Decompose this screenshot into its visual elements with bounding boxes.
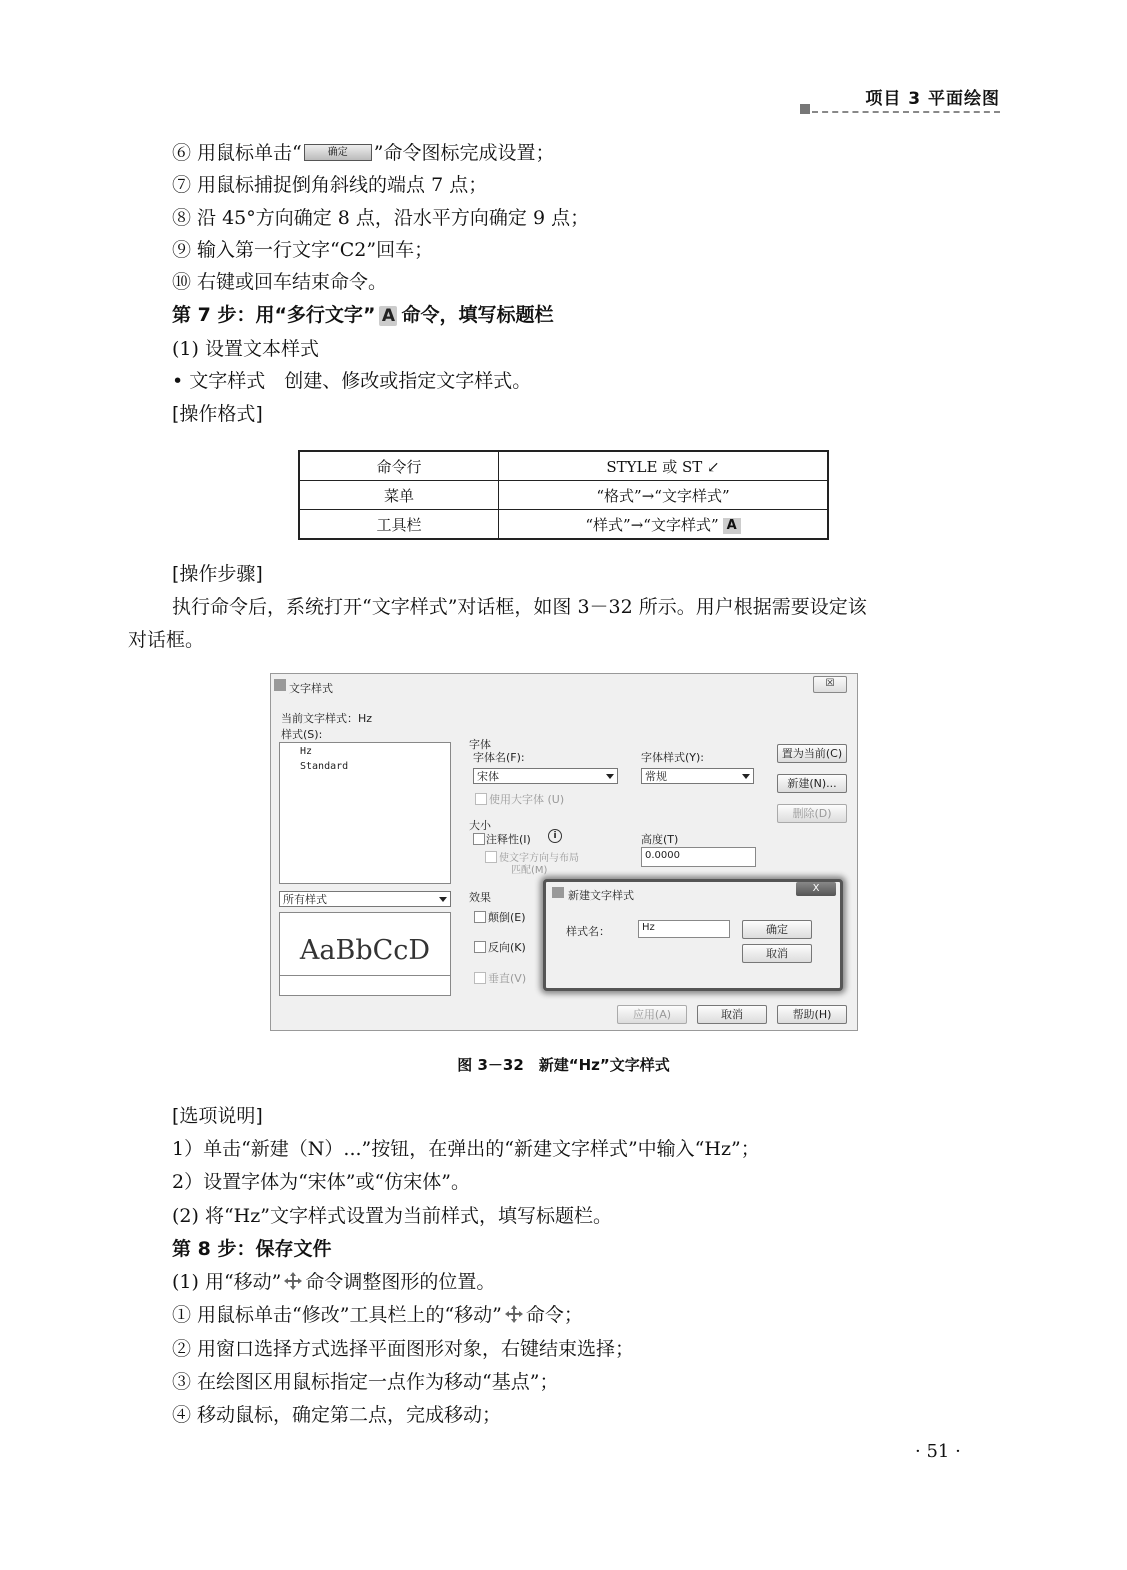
font-style-value: 常规: [645, 770, 667, 783]
match-layout-label-2: 匹配(M): [511, 865, 548, 876]
step-8-line: ⑧ 沿 45°方向确定 8 点，沿水平方向确定 9 点；: [172, 207, 590, 229]
step-7-line: ⑦ 用鼠标捕捉倒角斜线的端点 7 点；: [172, 174, 488, 196]
table-cell-value-with-icon: [499, 510, 829, 540]
move-text-b: 命令调整图形的位置。: [305, 1271, 496, 1293]
vertical-label: 垂直(V): [488, 972, 527, 985]
table-cell-value: “样式”→“文字样式”: [585, 515, 719, 534]
step-6-line: [172, 141, 554, 165]
backwards-label: 反向(K): [488, 941, 526, 954]
style-name-input[interactable]: [638, 920, 730, 938]
upside-down-label: 颠倒(E): [488, 911, 526, 924]
font-style-select[interactable]: [641, 768, 754, 784]
apply-button[interactable]: 应用(A): [617, 1005, 687, 1024]
style-name-label: 样式名：: [566, 925, 610, 938]
help-button[interactable]: 帮助(H): [777, 1005, 847, 1024]
new-style-button[interactable]: 新建(N)...: [777, 774, 847, 793]
step7-heading: [172, 303, 553, 327]
options-label: [选项说明]: [172, 1105, 263, 1127]
match-layout-label-1: 使文字方向与布局: [499, 853, 579, 864]
info-icon[interactable]: i: [548, 829, 562, 843]
table-cell-label: 工具栏: [299, 510, 499, 540]
para-line-2: 对话框。: [128, 629, 205, 651]
move-step-3-line: ③ 在绘图区用鼠标指定一点作为移动“基点”；: [172, 1371, 559, 1393]
table-cell-label: 命令行: [299, 451, 499, 481]
command-table: [298, 450, 829, 540]
sub-2-line: (2) 将“Hz”文字样式设置为当前样式，填写标题栏。: [172, 1205, 612, 1227]
sub-1-line: (1) 设置文本样式: [172, 338, 319, 360]
header-text: 项目 3 平面绘图: [865, 89, 1000, 109]
dialog-app-icon: [274, 679, 286, 691]
para-line-1: 执行命令后，系统打开“文字样式”对话框，如图 3－32 所示。用户根据需要设定该: [172, 596, 867, 618]
annotative-checkbox[interactable]: [473, 833, 485, 845]
backwards-checkbox[interactable]: [474, 941, 486, 953]
annotative-label: 注释性(I): [486, 833, 531, 846]
chevron-down-icon: [439, 897, 447, 902]
op-steps-label: [操作步骤]: [172, 563, 263, 585]
style-item-standard[interactable]: Standard: [300, 761, 349, 772]
font-name-label: 字体名(F):: [473, 751, 525, 764]
move-step-1-a: ① 用鼠标单击“修改”工具栏上的“移动”: [172, 1304, 502, 1326]
option-2-line: 2）设置字体为“宋体”或“仿宋体”。: [172, 1171, 470, 1193]
font-name-select[interactable]: [473, 768, 618, 784]
chevron-down-icon: [742, 774, 750, 779]
preview-divider: [280, 975, 450, 976]
match-layout-checkbox[interactable]: [485, 851, 497, 863]
mtext-icon: A: [379, 306, 397, 326]
bullet-line: • 文字样式 创建、修改或指定文字样式。: [172, 370, 532, 392]
delete-style-button[interactable]: 删除(D): [777, 804, 847, 823]
figure-caption: 图 3－32 新建“Hz”文字样式: [457, 1056, 670, 1074]
table-cell-label: 菜单: [299, 481, 499, 510]
table-row: [299, 481, 828, 510]
text-style-icon: A: [723, 518, 741, 534]
table-row: [299, 510, 828, 540]
style-filter-value: 所有样式: [283, 893, 327, 906]
move-step-2-line: ② 用窗口选择方式选择平面图形对象，右键结束选择；: [172, 1338, 635, 1360]
new-dialog-cancel-button[interactable]: 取消: [742, 944, 812, 963]
header-block-mark: [800, 104, 810, 114]
vertical-checkbox[interactable]: [474, 972, 486, 984]
step-6-end: ”命令图标完成设置；: [373, 142, 555, 164]
new-dialog-close-button[interactable]: X: [796, 882, 836, 896]
height-input[interactable]: [641, 847, 756, 867]
move-icon: [504, 1304, 524, 1324]
preview-box: [279, 912, 451, 996]
cancel-button[interactable]: 取消: [697, 1005, 767, 1024]
dialog-close-button[interactable]: ☒: [813, 676, 847, 693]
step-10-line: ⑩ 右键或回车结束命令。: [172, 271, 388, 293]
ok-button-icon: 确定: [304, 144, 372, 161]
table-row: [299, 451, 828, 481]
move-step-1-line: [172, 1303, 583, 1327]
font-group-label: 字体: [469, 738, 491, 751]
set-current-button[interactable]: 置为当前(C): [777, 744, 847, 763]
step7-heading-b: 命令，填写标题栏: [401, 304, 554, 326]
table-cell-value: “格式”→“文字样式”: [499, 481, 829, 510]
table-cell-value: STYLE 或 ST ↙: [499, 451, 829, 481]
styles-list[interactable]: [279, 742, 451, 884]
move-line: [172, 1270, 495, 1294]
style-name-value: Hz: [642, 922, 655, 933]
current-style-label: 当前文字样式：Hz: [281, 712, 373, 725]
preview-text: AaBbCcD: [299, 935, 431, 966]
text-style-dialog: [270, 673, 858, 1031]
style-filter-select[interactable]: [279, 891, 451, 907]
move-step-4-line: ④ 移动鼠标，确定第二点，完成移动；: [172, 1404, 502, 1426]
styles-label: 样式(S):: [281, 728, 323, 741]
step8-heading: 第 8 步：保存文件: [172, 1238, 332, 1260]
running-header: [800, 84, 1000, 116]
new-dialog-title: 新建文字样式: [568, 889, 634, 902]
new-dialog-ok-button[interactable]: 确定: [742, 920, 812, 939]
move-text-a: (1) 用“移动”: [172, 1271, 282, 1293]
move-step-1-b: 命令；: [525, 1304, 583, 1326]
effects-group-label: 效果: [469, 891, 491, 904]
new-dialog-app-icon: [552, 887, 564, 898]
step-6-text: ⑥ 用鼠标单击“: [172, 142, 302, 164]
page-number: · 51 ·: [915, 1441, 961, 1462]
move-icon: [283, 1271, 303, 1291]
new-text-style-dialog: [543, 879, 843, 991]
style-item-hz[interactable]: Hz: [300, 746, 313, 757]
font-name-value: 宋体: [477, 770, 499, 783]
height-value: 0.0000: [645, 850, 680, 861]
upside-down-checkbox[interactable]: [474, 911, 486, 923]
option-1-line: 1）单击“新建（N）...”按钮，在弹出的“新建文字样式”中输入“Hz”；: [172, 1138, 760, 1160]
big-font-label: 使用大字体 (U): [489, 793, 565, 806]
step-9-line: ⑨ 输入第一行文字“C2”回车；: [172, 239, 434, 261]
op-format-label: [操作格式]: [172, 403, 263, 425]
step7-heading-a: 第 7 步：用“多行文字”: [172, 304, 376, 326]
dialog-title: 文字样式: [289, 682, 333, 695]
height-label: 高度(T): [641, 833, 679, 846]
header-dashed-rule: [812, 111, 1000, 113]
chevron-down-icon: [606, 774, 614, 779]
font-style-label: 字体样式(Y):: [641, 751, 705, 764]
size-group-label: 大小: [469, 819, 491, 832]
big-font-checkbox[interactable]: [475, 793, 487, 805]
